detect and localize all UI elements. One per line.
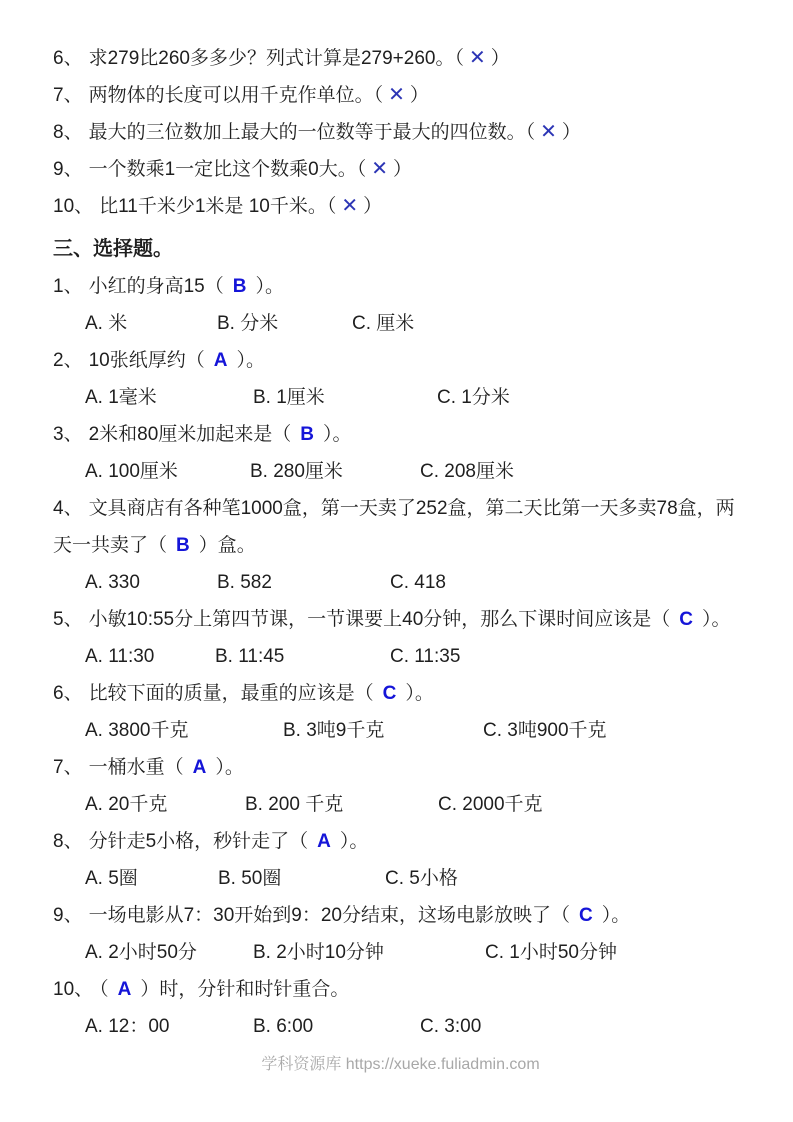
question-number: 10、	[53, 979, 94, 1000]
question-number: 8、	[53, 122, 83, 143]
choice-question-6	[53, 675, 748, 712]
question-text: ）。	[215, 757, 244, 778]
question-text: ）。	[702, 609, 731, 630]
wrong-mark-icon: ✕	[468, 47, 486, 69]
option-a: A. 100厘米	[85, 461, 178, 482]
answer-letter: C	[679, 609, 693, 630]
option-c: C. 2000千克	[438, 794, 543, 815]
option-a: A. 20千克	[85, 794, 168, 815]
options-row	[53, 786, 748, 823]
question-text: ）。	[339, 831, 369, 852]
option-a: A. 11:30	[85, 646, 155, 667]
question-text: 一个数乘1一定比这个数乘0大。（	[88, 159, 367, 180]
judge-question-8	[53, 114, 748, 151]
answer-letter: C	[382, 683, 397, 704]
judge-question-10	[53, 188, 748, 225]
option-b: B. 11:45	[215, 646, 285, 667]
choice-question-1	[53, 268, 748, 305]
question-text: 小敏10:55分上第四节课，一节课要上40分钟，那么下课时间应该是（	[88, 609, 671, 630]
options-row	[53, 564, 748, 601]
question-text: ）。	[255, 276, 284, 297]
option-a: A. 1毫米	[85, 387, 157, 408]
option-b: B. 280厘米	[250, 461, 343, 482]
options-row	[53, 712, 748, 749]
option-b: B. 200 千克	[245, 794, 344, 815]
answer-letter: C	[578, 905, 593, 926]
options-row	[53, 305, 748, 342]
options-row	[53, 453, 748, 490]
choice-question-7	[53, 749, 748, 786]
options-row	[53, 1008, 748, 1045]
judge-question-6	[53, 40, 748, 77]
question-text: 分针走5小格，秒针走了（	[88, 831, 309, 852]
question-text: 比较下面的质量，最重的应该是（	[88, 683, 374, 704]
wrong-mark-icon: ✕	[388, 84, 405, 106]
option-b: B. 1厘米	[253, 387, 325, 408]
option-a: A. 330	[85, 572, 140, 593]
question-number: 6、	[53, 683, 83, 704]
answer-letter: B	[176, 535, 190, 556]
question-text: ）。	[236, 350, 265, 371]
close-paren: ）	[392, 159, 412, 180]
question-number: 2、	[53, 350, 83, 371]
options-row	[53, 379, 748, 416]
question-text: （	[99, 979, 109, 1000]
question-text: 一桶水重（	[88, 757, 184, 778]
options-row	[53, 638, 748, 675]
page-footer: 学科资源库 https://xueke.fuliadmin.com	[261, 1056, 540, 1073]
judge-question-7	[53, 77, 748, 114]
question-text: ）。	[601, 905, 631, 926]
answer-letter: A	[192, 757, 207, 778]
question-text: 10张纸厚约（	[88, 350, 205, 371]
section-title: 三、选择题。	[53, 238, 173, 260]
option-c: C. 1小时50分钟	[485, 942, 617, 963]
answer-letter: A	[117, 979, 132, 1000]
option-a: A. 3800千克	[85, 720, 189, 741]
wrong-mark-icon: ✕	[540, 121, 557, 143]
choice-question-4	[53, 490, 748, 564]
question-number: 8、	[53, 831, 83, 852]
question-text: 比11千米少1米是 10千米。（	[99, 196, 337, 217]
question-number: 7、	[53, 85, 83, 106]
option-c: C. 5小格	[385, 868, 458, 889]
choice-question-3	[53, 416, 748, 453]
options-row	[53, 934, 748, 971]
option-a: A. 米	[85, 313, 128, 334]
option-b: B. 582	[217, 572, 272, 593]
question-text: 求279比260多多少？列式计算是279+260。（	[88, 48, 464, 69]
wrong-mark-icon: ✕	[341, 195, 359, 217]
question-text: ）时，分针和时针重合。	[140, 979, 350, 1000]
option-a: A. 12：00	[85, 1016, 170, 1037]
close-paren: ）	[409, 85, 429, 106]
question-text: ）。	[323, 424, 352, 445]
option-a: A. 2小时50分	[85, 942, 197, 963]
option-b: B. 分米	[217, 313, 279, 334]
option-b: B. 3吨9千克	[283, 720, 385, 741]
option-c: C. 厘米	[352, 313, 415, 334]
option-c: C. 11:35	[390, 646, 461, 667]
question-text: 一场电影从7：30开始到9：20分结束，这场电影放映了（	[88, 905, 570, 926]
choice-question-8	[53, 823, 748, 860]
question-text: ）。	[405, 683, 434, 704]
question-number: 4、	[53, 498, 83, 519]
question-number: 3、	[53, 424, 83, 445]
question-text: 小红的身高15（	[88, 276, 224, 297]
answer-letter: A	[213, 350, 228, 371]
question-text: 2米和80厘米加起来是（	[88, 424, 292, 445]
option-c: C. 208厘米	[420, 461, 514, 482]
close-paren: ）	[363, 196, 383, 217]
question-number: 9、	[53, 905, 83, 926]
option-a: A. 5圈	[85, 868, 138, 889]
question-text: 文具商店有各种笔1000盒，第一天卖了252盒，第二天比第一天多卖78盒，两天一共卖了（	[53, 498, 735, 556]
question-number: 1、	[53, 276, 83, 297]
options-row	[53, 860, 748, 897]
question-text: ）盒。	[198, 535, 256, 556]
close-paren: ）	[561, 122, 581, 143]
question-number: 6、	[53, 48, 83, 69]
choice-question-2	[53, 342, 748, 379]
wrong-mark-icon: ✕	[371, 158, 388, 180]
choice-question-9	[53, 897, 748, 934]
option-c: C. 418	[390, 572, 446, 593]
question-number: 5、	[53, 609, 83, 630]
option-b: B. 2小时10分钟	[253, 942, 384, 963]
question-number: 10、	[53, 196, 94, 217]
question-text: 最大的三位数加上最大的一位数等于最大的四位数。（	[88, 122, 536, 143]
option-b: B. 50圈	[218, 868, 282, 889]
choice-question-10	[53, 971, 748, 1008]
answer-letter: A	[317, 831, 331, 852]
option-b: B. 6:00	[253, 1016, 314, 1037]
question-number: 9、	[53, 159, 83, 180]
option-c: C. 3吨900千克	[483, 720, 607, 741]
judge-question-9	[53, 151, 748, 188]
option-c: C. 1分米	[437, 387, 510, 408]
answer-letter: B	[300, 424, 315, 445]
close-paren: ）	[490, 48, 510, 69]
answer-letter: B	[232, 276, 247, 297]
option-c: C. 3:00	[420, 1016, 482, 1037]
question-number: 7、	[53, 757, 83, 778]
question-text: 两物体的长度可以用千克作单位。（	[88, 85, 384, 106]
choice-question-5	[53, 601, 748, 638]
